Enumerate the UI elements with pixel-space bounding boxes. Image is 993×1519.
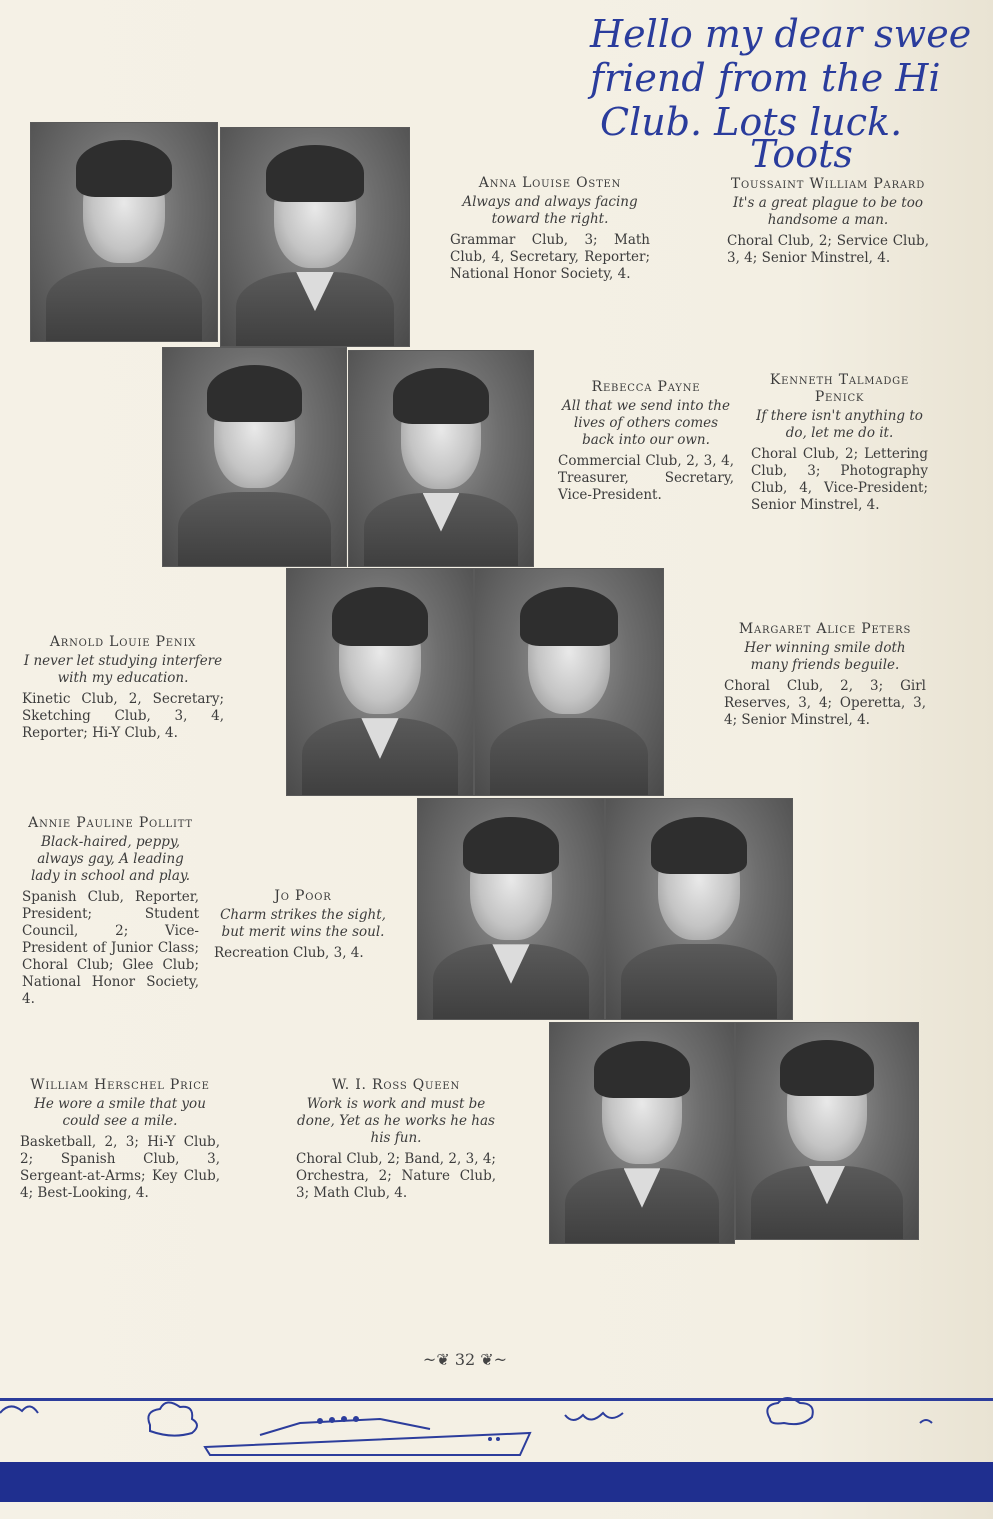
cloud-icon: [767, 1398, 812, 1424]
student-name: Toussaint William Parard: [730, 176, 926, 192]
inscription-line: Hello my dear swee: [590, 12, 972, 56]
portrait-photo-price: [549, 1022, 735, 1244]
student-motto: All that we send into the lives of others comes back into our own.: [562, 398, 730, 448]
cloud-icon: [0, 1406, 38, 1413]
cloud-icon: [148, 1402, 197, 1435]
handwritten-inscription: [590, 12, 990, 176]
entry-parard: [727, 176, 929, 267]
entry-penix: [22, 634, 224, 742]
portrait-photo-peters: [474, 568, 664, 796]
portrait-photo-poor: [605, 798, 793, 1020]
student-motto: He wore a smile that you could see a mile.: [34, 1096, 206, 1129]
student-activities: Commercial Club, 2, 3, 4, Treasurer, Secretary, Vice-President.: [558, 453, 734, 503]
portrait-photo-pollitt: [417, 798, 605, 1020]
student-activities: Choral Club, 2; Band, 2, 3, 4; Orchestra, 2; Nature Club, 3; Math Club, 4.: [296, 1151, 496, 1201]
ornament-right-icon: ❦~: [480, 1350, 508, 1369]
student-name: Anna Louise Osten: [478, 175, 622, 191]
portrait-photo-penick: [348, 350, 534, 567]
inscription-line: friend from the Hi: [590, 56, 941, 100]
student-activities: Choral Club, 2, 3; Girl Reserves, 3, 4; Operetta, 3, 4; Senior Minstrel, 4.: [724, 678, 926, 728]
entry-osten: [450, 175, 650, 283]
student-activities: Kinetic Club, 2, Secretary; Sketching Club, 3, 4, Reporter; Hi-Y Club, 4.: [22, 691, 224, 741]
portrait-photo-parard: [220, 127, 410, 347]
student-motto: Work is work and must be done, Yet as he works he has his fun.: [297, 1096, 495, 1146]
student-name: Kenneth Talmadge Penick: [769, 372, 910, 405]
inscription-line: Toots: [750, 132, 853, 176]
student-activities: Basketball, 2, 3; Hi-Y Club, 2; Spanish Club, 3, Sergeant-at-Arms; Key Club, 4; Best-Looking, 4.: [20, 1134, 220, 1201]
entry-penick: [751, 372, 928, 514]
student-name: Rebecca Payne: [591, 379, 701, 395]
student-name: William Herschel Price: [30, 1077, 210, 1093]
ship-illustration: [0, 1395, 993, 1465]
student-motto: Always and always facing toward the right.: [462, 194, 638, 227]
entry-queen: [296, 1077, 496, 1202]
student-motto: Her winning smile doth many friends beguile.: [744, 640, 906, 673]
entry-poor: [214, 888, 392, 962]
student-name: W. I. Ross Queen: [331, 1077, 461, 1093]
ornament-left-icon: ~❦: [422, 1350, 450, 1369]
student-motto: It's a great plague to be too handsome a man.: [733, 195, 923, 228]
page-number-text: 32: [454, 1350, 476, 1369]
student-activities: Grammar Club, 3; Math Club, 4, Secretary, Reporter; National Honor Society, 4.: [450, 232, 650, 282]
student-activities: Choral Club, 2; Lettering Club, 3; Photography Club, 4, Vice-President; Senior Minstrel, 4.: [751, 446, 928, 513]
page-number: [415, 1350, 515, 1369]
student-motto: Black-haired, peppy, always gay, A leading lady in school and play.: [30, 834, 191, 884]
student-motto: Charm strikes the sight, but merit wins the soul.: [220, 907, 386, 940]
student-name: Annie Pauline Pollitt: [28, 815, 193, 831]
student-motto: If there isn't anything to do, let me do it.: [756, 408, 923, 441]
student-activities: Spanish Club, Reporter, President; Student Council, 2; Vice-President of Junior Class; Choral Club; Glee Club; National Honor Society, 4.: [22, 889, 199, 1007]
portrait-photo-queen: [735, 1022, 919, 1240]
entry-pollitt: [22, 815, 199, 1008]
inscription-line: Club. Lots luck.: [600, 100, 903, 144]
student-activities: Choral Club, 2; Service Club, 3, 4; Senior Minstrel, 4.: [727, 233, 929, 266]
student-name: Margaret Alice Peters: [738, 621, 912, 637]
entry-payne: [558, 379, 734, 504]
student-motto: I never let studying interfere with my education.: [23, 653, 223, 686]
student-activities: Recreation Club, 3, 4.: [214, 945, 364, 961]
portrait-photo-payne: [162, 347, 347, 567]
portrait-photo-penix: [286, 568, 474, 796]
cloud-icon: [565, 1413, 623, 1420]
entry-price: [20, 1077, 220, 1202]
decorative-blue-band: [0, 1462, 993, 1502]
ship-hull-icon: [205, 1433, 530, 1455]
cloud-icon: [920, 1420, 932, 1423]
student-name: Arnold Louie Penix: [49, 634, 197, 650]
entry-peters: [724, 621, 926, 729]
student-name: Jo Poor: [274, 888, 332, 904]
portrait-photo-osten: [30, 122, 218, 342]
